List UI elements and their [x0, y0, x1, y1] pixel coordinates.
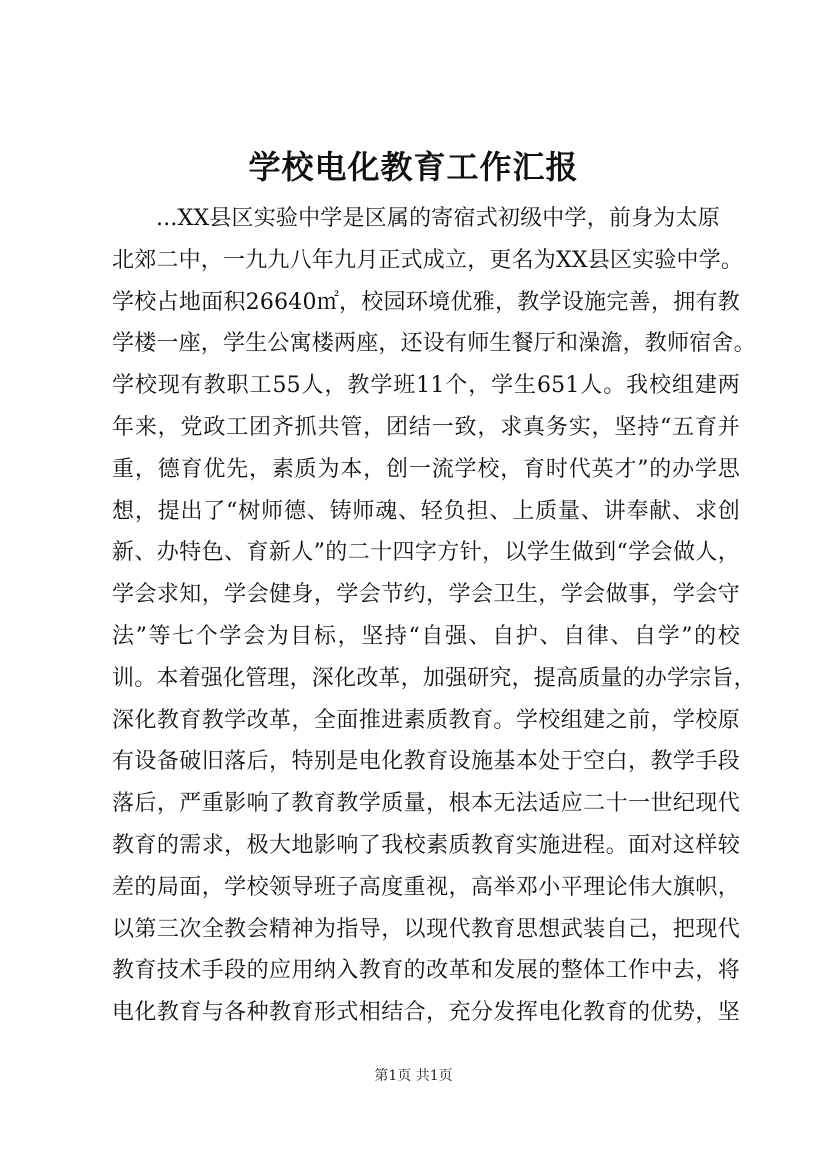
- body-line: 学校占地面积26640㎡，校园环境优雅，教学设施完善，拥有教: [112, 289, 740, 315]
- body-line: 新、办特色、育新人”的二十四字方针，以学生做到“学会做人，: [112, 540, 740, 566]
- body-line: 法”等七个学会为目标，坚持“自强、自护、自律、自学”的校: [112, 623, 740, 649]
- body-line: 年来，党政工团齐抓共管，团结一致，求真务实，坚持“五育并: [112, 414, 740, 440]
- document-body: [112, 198, 756, 1034]
- body-line: 学楼一座，学生公寓楼两座，还设有师生餐厅和澡澹，教师宿舍。: [112, 331, 756, 357]
- body-line: 训。本着强化管理，深化改革，加强研究，提高质量的办学宗旨，: [112, 665, 756, 691]
- body-line: 学会求知，学会健身，学会节约，学会卫生，学会做事，学会守: [112, 582, 740, 608]
- body-line: 教育技术手段的应用纳入教育的改革和发展的整体工作中去，将: [112, 958, 740, 984]
- body-line: 电化教育与各种教育形式相结合，充分发挥电化教育的优势，坚: [112, 1000, 740, 1026]
- document-title: 学校电化教育工作汇报: [248, 148, 579, 186]
- body-line: 教育的需求，极大地影响了我校素质教育实施进程。面对这样较: [112, 832, 740, 858]
- body-line: 深化教育教学改革，全面推进素质教育。学校组建之前，学校原: [112, 707, 740, 733]
- body-line: 落后，严重影响了教育教学质量，根本无法适应二十一世纪现代: [112, 791, 740, 817]
- body-line: 学校现有教职工55人，教学班11个，学生651人。我校组建两: [112, 373, 740, 399]
- body-line: 有设备破旧落后，特别是电化教育设施基本处于空白，教学手段: [112, 749, 740, 775]
- body-line: 重，德育优先，素质为本，创一流学校，育时代英才”的办学思: [112, 456, 740, 482]
- body-line: ...XX县区实验中学是区属的寄宿式初级中学，前身为太原: [156, 206, 720, 231]
- body-line: 北郊二中，一九九八年九月正式成立，更名为XX县区实验中学。: [112, 247, 744, 273]
- body-line: 差的局面，学校领导班子高度重视，高举邓小平理论伟大旗帜，: [112, 874, 740, 900]
- body-line: 以第三次全教会精神为指导，以现代教育思想武装自己，把现代: [112, 916, 740, 942]
- page-footer: 第1页 共1页: [374, 1068, 453, 1084]
- body-line: 想，提出了“树师德、铸师魂、轻负担、上质量、讲奉献、求创: [112, 498, 740, 524]
